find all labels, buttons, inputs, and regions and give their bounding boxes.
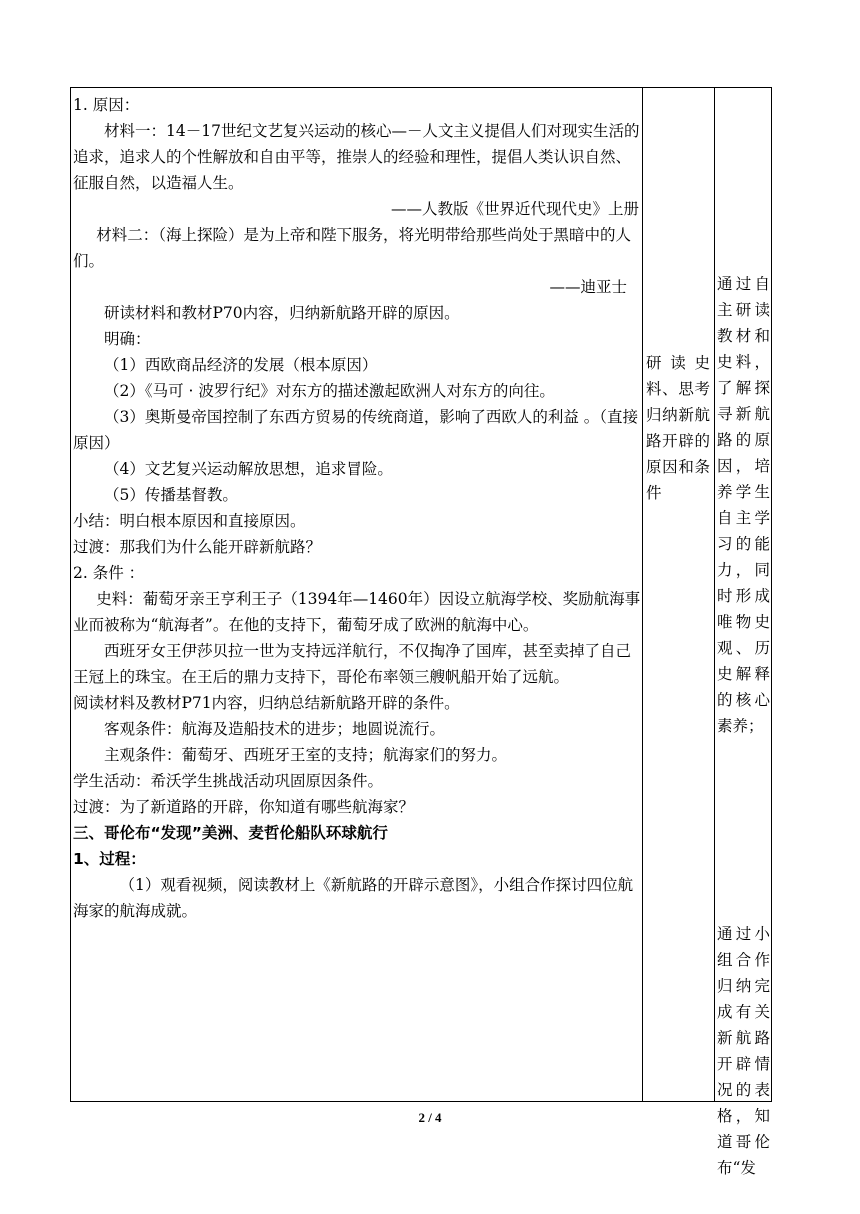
paragraph: ——迪亚士 xyxy=(549,278,627,296)
paragraph: （5）传播基督教。 xyxy=(104,486,238,504)
paragraph: （4）文艺复兴运动解放思想，追求冒险。 xyxy=(104,460,393,478)
student-activity-cell: 研读史料、思考归纳新航路开辟的原因和条件 xyxy=(646,354,710,502)
paragraph: ——人教版《世界近代现代史》上册 xyxy=(390,200,639,218)
paragraph: 材料二：（海上探险）是为上帝和陛下服务，将光明带给那些尚处于黑暗中的人们。 xyxy=(73,226,632,270)
paragraph: 阅读材料及教材P71内容，归纳总结新航路开辟的条件。 xyxy=(73,694,460,712)
paragraph: 过渡：为了新道路的开辟，你知道有哪些航海家？ xyxy=(73,798,415,816)
paragraph: 明确： xyxy=(104,330,151,348)
paragraph: （1）观看视频，阅读教材上《新航路的开辟示意图》，小组合作探讨四位航海家的航海成就。 xyxy=(73,876,634,920)
paragraph: 材料一：14－17世纪文艺复兴运动的核心—－人文主义提倡人们对现实生活的追求，追求人的个性解放和自由平等，推崇人的经验和理性，提倡人类认识自然、征服自然，以造福人生。 xyxy=(73,122,640,192)
teaching-process-cell xyxy=(73,92,643,924)
paragraph: 西班牙女王伊莎贝拉一世为支持远洋航行，不仅掏净了国库，甚至卖掉了自己王冠上的珠宝。在王后的鼎力支持下，哥伦布率领三艘帆船开始了远航。 xyxy=(73,642,632,686)
paragraph: 研读材料和教材P70内容，归纳新航路开辟的原因。 xyxy=(104,304,460,322)
design-intent-cell-1: 通过自主研读教材和史料，了解探寻新航路的原因，培养学生自主学习的能力，同时形成唯物史观、历史解释的核心素养； xyxy=(717,275,770,735)
paragraph: 史料：葡萄牙亲王亨利王子（1394年—1460年）因设立航海学校、奖励航海事业而被称为“航海者”。在他的支持下，葡萄牙成了欧洲的航海中心。 xyxy=(73,590,641,634)
paragraph: 客观条件：航海及造船技术的进步；地圆说流行。 xyxy=(104,720,446,738)
design-intent-cell-2: 通过小组合作归纳完成有关新航路开辟情况的表格，知道哥伦布“发 xyxy=(717,925,770,1177)
paragraph: 主观条件：葡萄牙、西班牙王室的支持；航海家们的努力。 xyxy=(104,746,508,764)
paragraph: （3）奥斯曼帝国控制了东西方贸易的传统商道，影响了西欧人的利益 。（直接原因） xyxy=(73,408,639,452)
paragraph: 学生活动：希沃学生挑战活动巩固原因条件。 xyxy=(73,772,384,790)
paragraph: （1）西欧商品经济的发展（根本原因） xyxy=(104,356,378,374)
paragraph: 过渡：那我们为什么能开辟新航路？ xyxy=(73,538,322,556)
paragraph: 2. 条件 ： xyxy=(73,564,145,582)
paragraph: 1、过程： xyxy=(73,850,146,868)
paragraph: 1. 原因： xyxy=(73,96,140,114)
paragraph: （2）《马可 · 波罗行纪》对东方的描述激起欧洲人对东方的向往。 xyxy=(104,382,555,400)
paragraph: 三、哥伦布“发现”美洲、麦哲伦船队环球航行 xyxy=(73,824,388,842)
page-number: 2 / 4 xyxy=(418,1110,442,1125)
paragraph: 小结：明白根本原因和直接原因。 xyxy=(73,512,306,530)
